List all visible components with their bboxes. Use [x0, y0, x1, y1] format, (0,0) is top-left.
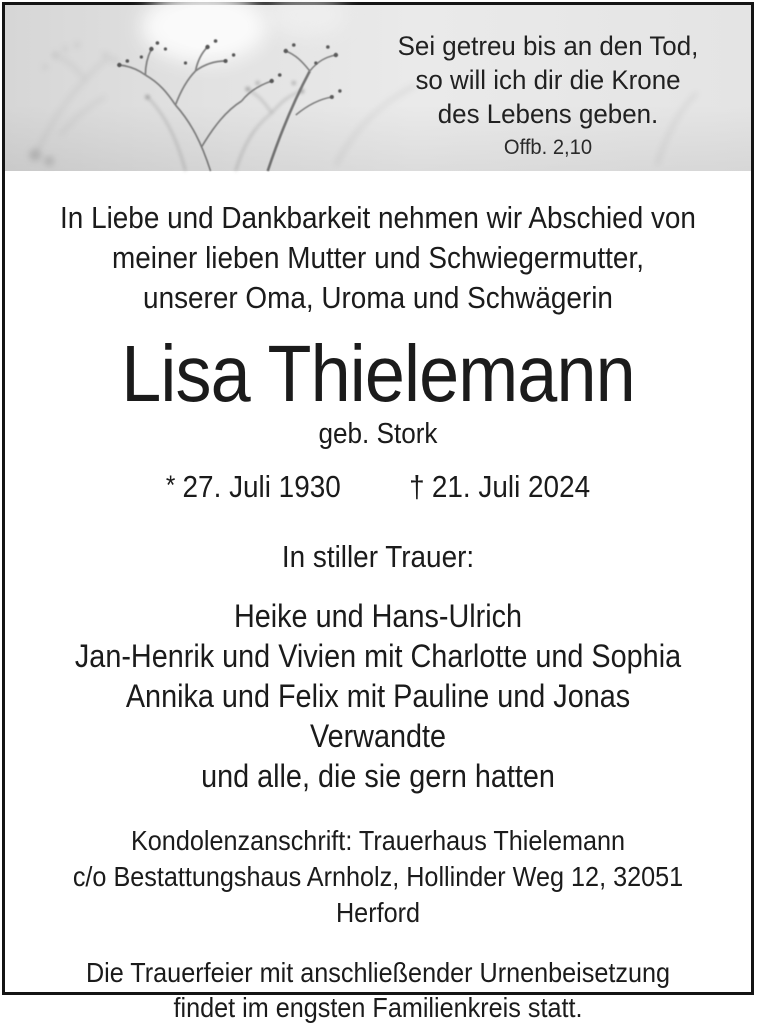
mourner-line: Annika und Felix mit Pauline und Jonas	[125, 678, 631, 714]
funeral-line: findet im engsten Familienkreis statt.	[173, 992, 583, 1023]
intro-line: unserer Oma, Uroma und Schwägerin	[143, 280, 613, 315]
intro-line: meiner lieben Mutter und Schwiegermutter,	[112, 240, 644, 275]
bible-quote-line: so will ich dir die Krone	[415, 65, 681, 95]
bible-quote-reference: Offb. 2,10	[503, 136, 593, 159]
mourning-label: In stiller Trauer:	[281, 539, 475, 574]
obituary-card	[2, 2, 754, 1023]
obituary-content	[42, 198, 713, 1025]
life-dates	[42, 469, 713, 506]
death-cross-icon: †	[409, 469, 425, 504]
condolence-address	[42, 823, 713, 931]
birth-star-icon: *	[165, 470, 176, 500]
birth-date-text: 27. Juli 1930	[182, 469, 341, 504]
condolence-line: Kondolenzanschrift: Trauerhaus Thielemann	[130, 825, 626, 856]
deceased-name: Lisa Thielemann	[121, 329, 635, 418]
mourners-list	[42, 596, 713, 796]
birth-date	[166, 469, 341, 506]
death-date	[409, 469, 590, 506]
mourner-line: Verwandte	[309, 718, 447, 754]
bible-quote-line: des Lebens geben.	[437, 99, 659, 129]
mourner-line: Heike und Hans-Ulrich	[233, 598, 523, 634]
condolence-line: c/o Bestattungshaus Arnholz, Hollinder Weg 12, 32051 Herford	[72, 861, 684, 928]
mourner-line: Jan-Henrik und Vivien mit Charlotte und Sophia	[74, 638, 682, 674]
intro-line: In Liebe und Dankbarkeit nehmen wir Abschied von	[60, 200, 696, 235]
memorial-photo-band	[5, 5, 751, 171]
death-date-text: 21. Juli 2024	[431, 469, 591, 504]
funeral-line: Die Trauerfeier mit anschließender Urnenbeisetzung	[85, 957, 671, 988]
maiden-name: geb. Stork	[318, 418, 438, 450]
mourner-line: und alle, die sie gern hatten	[201, 758, 555, 794]
bible-quote	[367, 29, 730, 161]
bible-quote-line: Sei getreu bis an den Tod,	[397, 31, 699, 61]
funeral-notice	[42, 955, 713, 1025]
intro-paragraph	[42, 198, 713, 318]
